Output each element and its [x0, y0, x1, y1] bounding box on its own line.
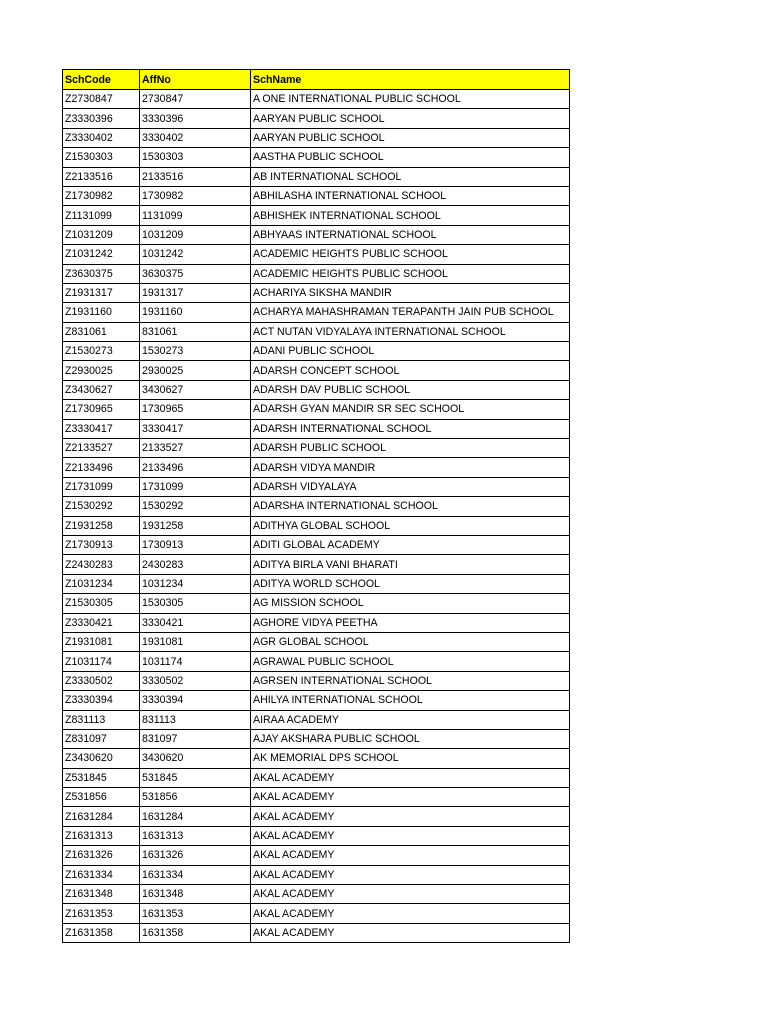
- cell-schname: AHILYA INTERNATIONAL SCHOOL: [251, 691, 570, 710]
- table-row: [63, 400, 570, 419]
- cell-schname: AGRSEN INTERNATIONAL SCHOOL: [251, 671, 570, 690]
- cell-affno: 1931317: [140, 283, 251, 302]
- cell-schcode: Z1530292: [63, 497, 140, 516]
- cell-affno: 1631358: [140, 923, 251, 942]
- table-row: [63, 574, 570, 593]
- cell-affno: 2133516: [140, 167, 251, 186]
- cell-affno: 2133527: [140, 439, 251, 458]
- cell-schcode: Z1731099: [63, 477, 140, 496]
- cell-affno: 1530273: [140, 342, 251, 361]
- cell-schname: ACADEMIC HEIGHTS PUBLIC SCHOOL: [251, 245, 570, 264]
- cell-affno: 1031234: [140, 574, 251, 593]
- school-table: [62, 69, 570, 943]
- table-row: [63, 439, 570, 458]
- cell-schname: AJAY AKSHARA PUBLIC SCHOOL: [251, 729, 570, 748]
- cell-affno: 3330402: [140, 128, 251, 147]
- cell-schcode: Z1730982: [63, 186, 140, 205]
- table-row: [63, 807, 570, 826]
- table-row: [63, 729, 570, 748]
- table-row: [63, 749, 570, 768]
- cell-schname: ACHARIYA SIKSHA MANDIR: [251, 283, 570, 302]
- cell-schname: AKAL ACADEMY: [251, 768, 570, 787]
- table-row: [63, 923, 570, 942]
- table-row: [63, 826, 570, 845]
- cell-schname: ADARSH DAV PUBLIC SCHOOL: [251, 380, 570, 399]
- table-row: [63, 361, 570, 380]
- cell-schcode: Z1530273: [63, 342, 140, 361]
- cell-schname: AKAL ACADEMY: [251, 788, 570, 807]
- column-header-affno: AffNo: [140, 70, 251, 90]
- cell-schcode: Z1631358: [63, 923, 140, 942]
- cell-schname: ADITHYA GLOBAL SCHOOL: [251, 516, 570, 535]
- cell-schcode: Z3330402: [63, 128, 140, 147]
- cell-schcode: Z1530303: [63, 148, 140, 167]
- cell-schname: ADITYA BIRLA VANI BHARATI: [251, 555, 570, 574]
- cell-affno: 1631313: [140, 826, 251, 845]
- table-body: [63, 90, 570, 943]
- cell-schcode: Z2730847: [63, 90, 140, 109]
- cell-schname: ABHILASHA INTERNATIONAL SCHOOL: [251, 186, 570, 205]
- cell-schcode: Z3630375: [63, 264, 140, 283]
- cell-affno: 3430627: [140, 380, 251, 399]
- cell-schcode: Z1631313: [63, 826, 140, 845]
- cell-schcode: Z1931258: [63, 516, 140, 535]
- table-row: [63, 225, 570, 244]
- table-row: [63, 342, 570, 361]
- table-row: [63, 885, 570, 904]
- cell-schname: ADITYA WORLD SCHOOL: [251, 574, 570, 593]
- cell-schname: ADARSH GYAN MANDIR SR SEC SCHOOL: [251, 400, 570, 419]
- table-row: [63, 380, 570, 399]
- cell-affno: 3330421: [140, 613, 251, 632]
- column-header-schcode: SchCode: [63, 70, 140, 90]
- cell-schname: AASTHA PUBLIC SCHOOL: [251, 148, 570, 167]
- cell-affno: 2430283: [140, 555, 251, 574]
- cell-schcode: Z1631348: [63, 885, 140, 904]
- cell-affno: 1631334: [140, 865, 251, 884]
- cell-schname: AKAL ACADEMY: [251, 826, 570, 845]
- table-row: [63, 768, 570, 787]
- table-row: [63, 322, 570, 341]
- cell-affno: 3330394: [140, 691, 251, 710]
- cell-schname: AGR GLOBAL SCHOOL: [251, 632, 570, 651]
- cell-schname: ACHARYA MAHASHRAMAN TERAPANTH JAIN PUB SCHOOL: [251, 303, 570, 322]
- cell-schcode: Z531856: [63, 788, 140, 807]
- cell-affno: 1631353: [140, 904, 251, 923]
- table-row: [63, 419, 570, 438]
- cell-affno: 2133496: [140, 458, 251, 477]
- cell-schname: ABHYAAS INTERNATIONAL SCHOOL: [251, 225, 570, 244]
- cell-schname: ACADEMIC HEIGHTS PUBLIC SCHOOL: [251, 264, 570, 283]
- cell-affno: 1730982: [140, 186, 251, 205]
- cell-affno: 1730913: [140, 535, 251, 554]
- cell-affno: 1530305: [140, 594, 251, 613]
- cell-affno: 1530292: [140, 497, 251, 516]
- table-row: [63, 594, 570, 613]
- cell-schname: AARYAN PUBLIC SCHOOL: [251, 109, 570, 128]
- cell-schcode: Z1031174: [63, 652, 140, 671]
- cell-affno: 3330417: [140, 419, 251, 438]
- cell-affno: 3630375: [140, 264, 251, 283]
- cell-affno: 1530303: [140, 148, 251, 167]
- cell-schcode: Z2133496: [63, 458, 140, 477]
- cell-schcode: Z1631353: [63, 904, 140, 923]
- cell-schname: ADARSH CONCEPT SCHOOL: [251, 361, 570, 380]
- cell-schcode: Z2930025: [63, 361, 140, 380]
- table-row: [63, 109, 570, 128]
- cell-affno: 831097: [140, 729, 251, 748]
- table-row: [63, 652, 570, 671]
- table-header: [63, 70, 570, 90]
- cell-schcode: Z531845: [63, 768, 140, 787]
- cell-schcode: Z1931317: [63, 283, 140, 302]
- cell-affno: 1131099: [140, 206, 251, 225]
- cell-schcode: Z2133527: [63, 439, 140, 458]
- cell-affno: 1730965: [140, 400, 251, 419]
- cell-affno: 3330502: [140, 671, 251, 690]
- cell-schcode: Z1931081: [63, 632, 140, 651]
- cell-affno: 3330396: [140, 109, 251, 128]
- cell-schcode: Z1730965: [63, 400, 140, 419]
- table-row: [63, 167, 570, 186]
- cell-affno: 1631326: [140, 846, 251, 865]
- cell-affno: 1031242: [140, 245, 251, 264]
- cell-affno: 1931160: [140, 303, 251, 322]
- table-row: [63, 613, 570, 632]
- cell-schcode: Z1631334: [63, 865, 140, 884]
- cell-schcode: Z1530305: [63, 594, 140, 613]
- cell-schname: AGHORE VIDYA PEETHA: [251, 613, 570, 632]
- cell-schcode: Z3330394: [63, 691, 140, 710]
- cell-affno: 1731099: [140, 477, 251, 496]
- table-row: [63, 710, 570, 729]
- cell-schname: AKAL ACADEMY: [251, 807, 570, 826]
- table-row: [63, 148, 570, 167]
- cell-schname: AKAL ACADEMY: [251, 904, 570, 923]
- cell-affno: 1631348: [140, 885, 251, 904]
- table-row: [63, 632, 570, 651]
- table-row: [63, 691, 570, 710]
- cell-schname: AARYAN PUBLIC SCHOOL: [251, 128, 570, 147]
- cell-schcode: Z3430627: [63, 380, 140, 399]
- table-row: [63, 283, 570, 302]
- cell-schname: ADARSH INTERNATIONAL SCHOOL: [251, 419, 570, 438]
- table-row: [63, 245, 570, 264]
- cell-schname: ADITI GLOBAL ACADEMY: [251, 535, 570, 554]
- cell-schcode: Z1631284: [63, 807, 140, 826]
- cell-affno: 2730847: [140, 90, 251, 109]
- table-row: [63, 671, 570, 690]
- cell-schcode: Z3330396: [63, 109, 140, 128]
- cell-schname: AB INTERNATIONAL SCHOOL: [251, 167, 570, 186]
- cell-schcode: Z1931160: [63, 303, 140, 322]
- table-row: [63, 535, 570, 554]
- cell-schcode: Z831061: [63, 322, 140, 341]
- cell-affno: 2930025: [140, 361, 251, 380]
- cell-schname: AKAL ACADEMY: [251, 885, 570, 904]
- table-row: [63, 264, 570, 283]
- cell-schcode: Z1730913: [63, 535, 140, 554]
- table-row: [63, 186, 570, 205]
- table-row: [63, 497, 570, 516]
- table-row: [63, 477, 570, 496]
- cell-affno: 531845: [140, 768, 251, 787]
- cell-affno: 1031209: [140, 225, 251, 244]
- cell-schname: ADANI PUBLIC SCHOOL: [251, 342, 570, 361]
- cell-schname: ADARSH VIDYA MANDIR: [251, 458, 570, 477]
- cell-schcode: Z2133516: [63, 167, 140, 186]
- cell-schname: AG MISSION SCHOOL: [251, 594, 570, 613]
- cell-affno: 831113: [140, 710, 251, 729]
- cell-schname: ADARSH PUBLIC SCHOOL: [251, 439, 570, 458]
- cell-schcode: Z2430283: [63, 555, 140, 574]
- cell-affno: 1931258: [140, 516, 251, 535]
- table-row: [63, 206, 570, 225]
- cell-schname: ACT NUTAN VIDYALAYA INTERNATIONAL SCHOOL: [251, 322, 570, 341]
- cell-schcode: Z3330502: [63, 671, 140, 690]
- cell-schname: AK MEMORIAL DPS SCHOOL: [251, 749, 570, 768]
- cell-affno: 531856: [140, 788, 251, 807]
- table-row: [63, 303, 570, 322]
- table-row: [63, 516, 570, 535]
- cell-affno: 3430620: [140, 749, 251, 768]
- cell-schname: AKAL ACADEMY: [251, 846, 570, 865]
- header-row: [63, 70, 570, 90]
- cell-schcode: Z3330417: [63, 419, 140, 438]
- cell-schcode: Z1031209: [63, 225, 140, 244]
- cell-schcode: Z1631326: [63, 846, 140, 865]
- cell-schname: AKAL ACADEMY: [251, 865, 570, 884]
- table-row: [63, 555, 570, 574]
- cell-affno: 1931081: [140, 632, 251, 651]
- cell-schcode: Z3430620: [63, 749, 140, 768]
- cell-schname: AKAL ACADEMY: [251, 923, 570, 942]
- cell-schname: AIRAA ACADEMY: [251, 710, 570, 729]
- cell-affno: 1631284: [140, 807, 251, 826]
- column-header-schname: SchName: [251, 70, 570, 90]
- table-row: [63, 865, 570, 884]
- cell-schname: ABHISHEK INTERNATIONAL SCHOOL: [251, 206, 570, 225]
- cell-schname: A ONE INTERNATIONAL PUBLIC SCHOOL: [251, 90, 570, 109]
- cell-schname: ADARSHA INTERNATIONAL SCHOOL: [251, 497, 570, 516]
- table-row: [63, 128, 570, 147]
- cell-schname: ADARSH VIDYALAYA: [251, 477, 570, 496]
- cell-schcode: Z831113: [63, 710, 140, 729]
- cell-schname: AGRAWAL PUBLIC SCHOOL: [251, 652, 570, 671]
- cell-affno: 1031174: [140, 652, 251, 671]
- table-row: [63, 90, 570, 109]
- cell-schcode: Z1031242: [63, 245, 140, 264]
- table-row: [63, 458, 570, 477]
- cell-schcode: Z3330421: [63, 613, 140, 632]
- cell-affno: 831061: [140, 322, 251, 341]
- cell-schcode: Z1131099: [63, 206, 140, 225]
- cell-schcode: Z1031234: [63, 574, 140, 593]
- cell-schcode: Z831097: [63, 729, 140, 748]
- table-row: [63, 788, 570, 807]
- table-row: [63, 846, 570, 865]
- table-row: [63, 904, 570, 923]
